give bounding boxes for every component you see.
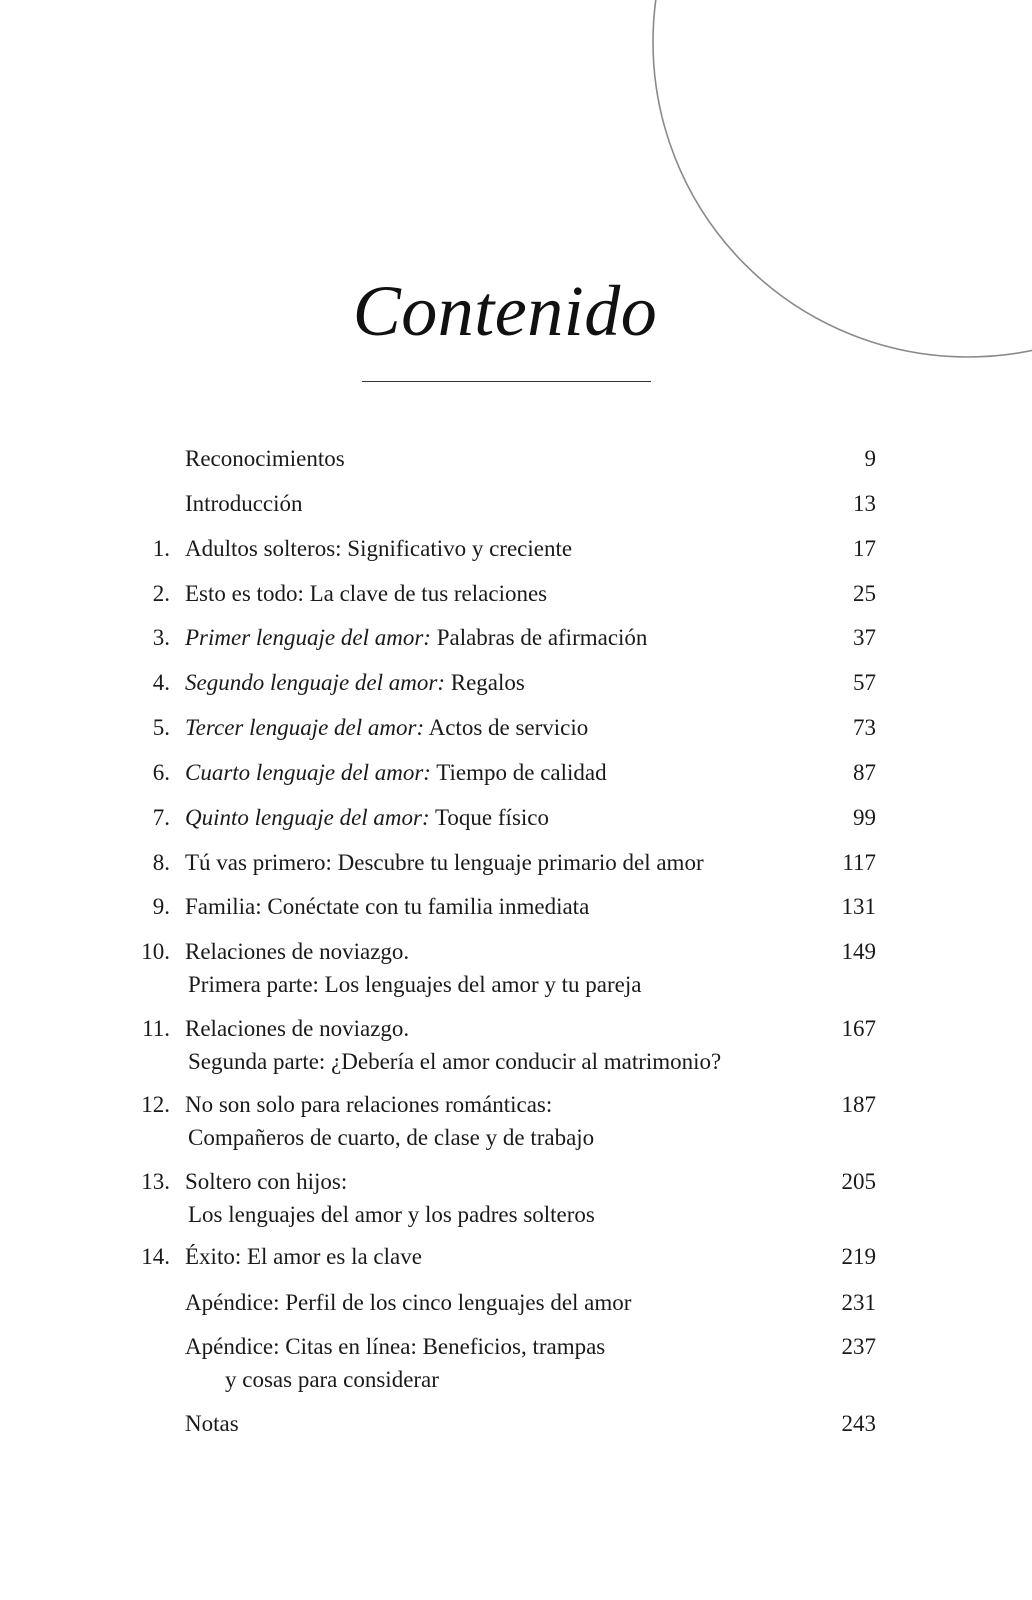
entry-title-text: Éxito: El amor es la clave [185, 1244, 422, 1269]
page-number: 219 [841, 1244, 876, 1269]
entry-title-text: Familia: Conéctate con tu familia inmediata [185, 894, 590, 919]
page-number: 243 [841, 1411, 876, 1436]
chapter-number: 7. [152, 805, 170, 830]
chapter-number: 9. [152, 894, 170, 919]
entry-title-text: Adultos solteros: Significativo y creciente [185, 536, 573, 561]
entry-title [185, 578, 547, 610]
page-number: 131 [841, 894, 876, 919]
chapter-number: 14. [141, 1244, 170, 1269]
chapter-number: 4. [152, 670, 170, 695]
chapter-number: 5. [152, 715, 170, 740]
entry-title-text: Introducción [185, 491, 303, 516]
entry-title-text: Toque físico [429, 805, 549, 830]
entry-title-text: No son solo para relaciones románticas: [185, 1092, 553, 1117]
entry-title-text: Apéndice: Citas en línea: Beneficios, trampas [185, 1334, 606, 1359]
entry-subtitle: Compañeros de cuarto, de clase y de trabajo [188, 1125, 595, 1150]
entry-title [185, 847, 704, 879]
entry-title [185, 667, 525, 699]
entry-title-text: Actos de servicio [424, 715, 589, 740]
page-number: 187 [841, 1092, 876, 1117]
chapter-number: 6. [152, 760, 170, 785]
entry-title [185, 1241, 422, 1273]
entry-subtitle: y cosas para considerar [225, 1367, 439, 1392]
page-number: 205 [841, 1169, 876, 1194]
page-number: 87 [853, 760, 876, 785]
entry-title [185, 712, 588, 744]
entry-title [185, 443, 345, 475]
chapter-number: 8. [152, 850, 170, 875]
entry-title [185, 757, 607, 789]
page-number: 9 [864, 446, 876, 471]
page-number: 25 [853, 581, 876, 606]
entry-title [185, 802, 549, 834]
entry-italic-prefix: Primer lenguaje del amor: [185, 625, 431, 650]
page-number: 231 [841, 1290, 876, 1315]
chapter-number: 13. [141, 1169, 170, 1194]
entry-subtitle: Segunda parte: ¿Debería el amor conducir al matrimonio? [188, 1049, 722, 1074]
entry-title-text: Apéndice: Perfil de los cinco lenguajes del amor [185, 1290, 632, 1315]
page-number: 237 [841, 1334, 876, 1359]
page-number: 37 [853, 625, 876, 650]
chapter-number: 1. [152, 536, 170, 561]
entry-title-text: Regalos [444, 670, 525, 695]
page-title: Contenido [352, 271, 658, 351]
page-number: 117 [842, 850, 876, 875]
entry-title-text: Tú vas primero: Descubre tu lenguaje primario del amor [185, 850, 704, 875]
page-number: 149 [841, 939, 876, 964]
page-number: 73 [853, 715, 876, 740]
chapter-number: 3. [152, 625, 170, 650]
entry-title [185, 891, 589, 923]
entry-italic-prefix: Quinto lenguaje del amor: [185, 805, 430, 830]
entry-title-text: Palabras de afirmación [430, 625, 648, 650]
entry-title [185, 1331, 605, 1363]
entry-title-text: Reconocimientos [185, 446, 345, 471]
entry-title [185, 1287, 631, 1319]
entry-title-text: Tiempo de calidad [430, 760, 607, 785]
entry-title [185, 1089, 552, 1121]
page-number: 17 [853, 536, 876, 561]
chapter-number: 2. [152, 581, 170, 606]
entry-title-text: Soltero con hijos: [185, 1169, 348, 1194]
entry-title-text: Esto es todo: La clave de tus relaciones [185, 581, 548, 606]
entry-italic-prefix: Tercer lenguaje del amor: [185, 715, 425, 740]
page-number: 167 [841, 1016, 876, 1041]
entry-title-text: Relaciones de noviazgo. [185, 1016, 410, 1041]
entry-title [185, 936, 409, 968]
entry-title [185, 533, 572, 565]
entry-subtitle: Los lenguajes del amor y los padres solteros [188, 1202, 595, 1227]
entry-italic-prefix: Cuarto lenguaje del amor: [185, 760, 431, 785]
entry-subtitle: Primera parte: Los lenguajes del amor y tu pareja [188, 972, 642, 997]
entry-title-text: Relaciones de noviazgo. [185, 939, 410, 964]
entry-title [185, 1013, 409, 1045]
entry-title [185, 488, 303, 520]
chapter-number: 12. [141, 1092, 170, 1117]
entry-title-text: Notas [185, 1411, 239, 1436]
entry-italic-prefix: Segundo lenguaje del amor: [185, 670, 445, 695]
page-number: 99 [853, 805, 876, 830]
entry-title [185, 622, 647, 654]
entry-title [185, 1166, 347, 1198]
chapter-number: 11. [142, 1016, 170, 1041]
chapter-number: 10. [141, 939, 170, 964]
page-number: 57 [853, 670, 876, 695]
page-number: 13 [853, 491, 876, 516]
entry-title [185, 1408, 239, 1440]
